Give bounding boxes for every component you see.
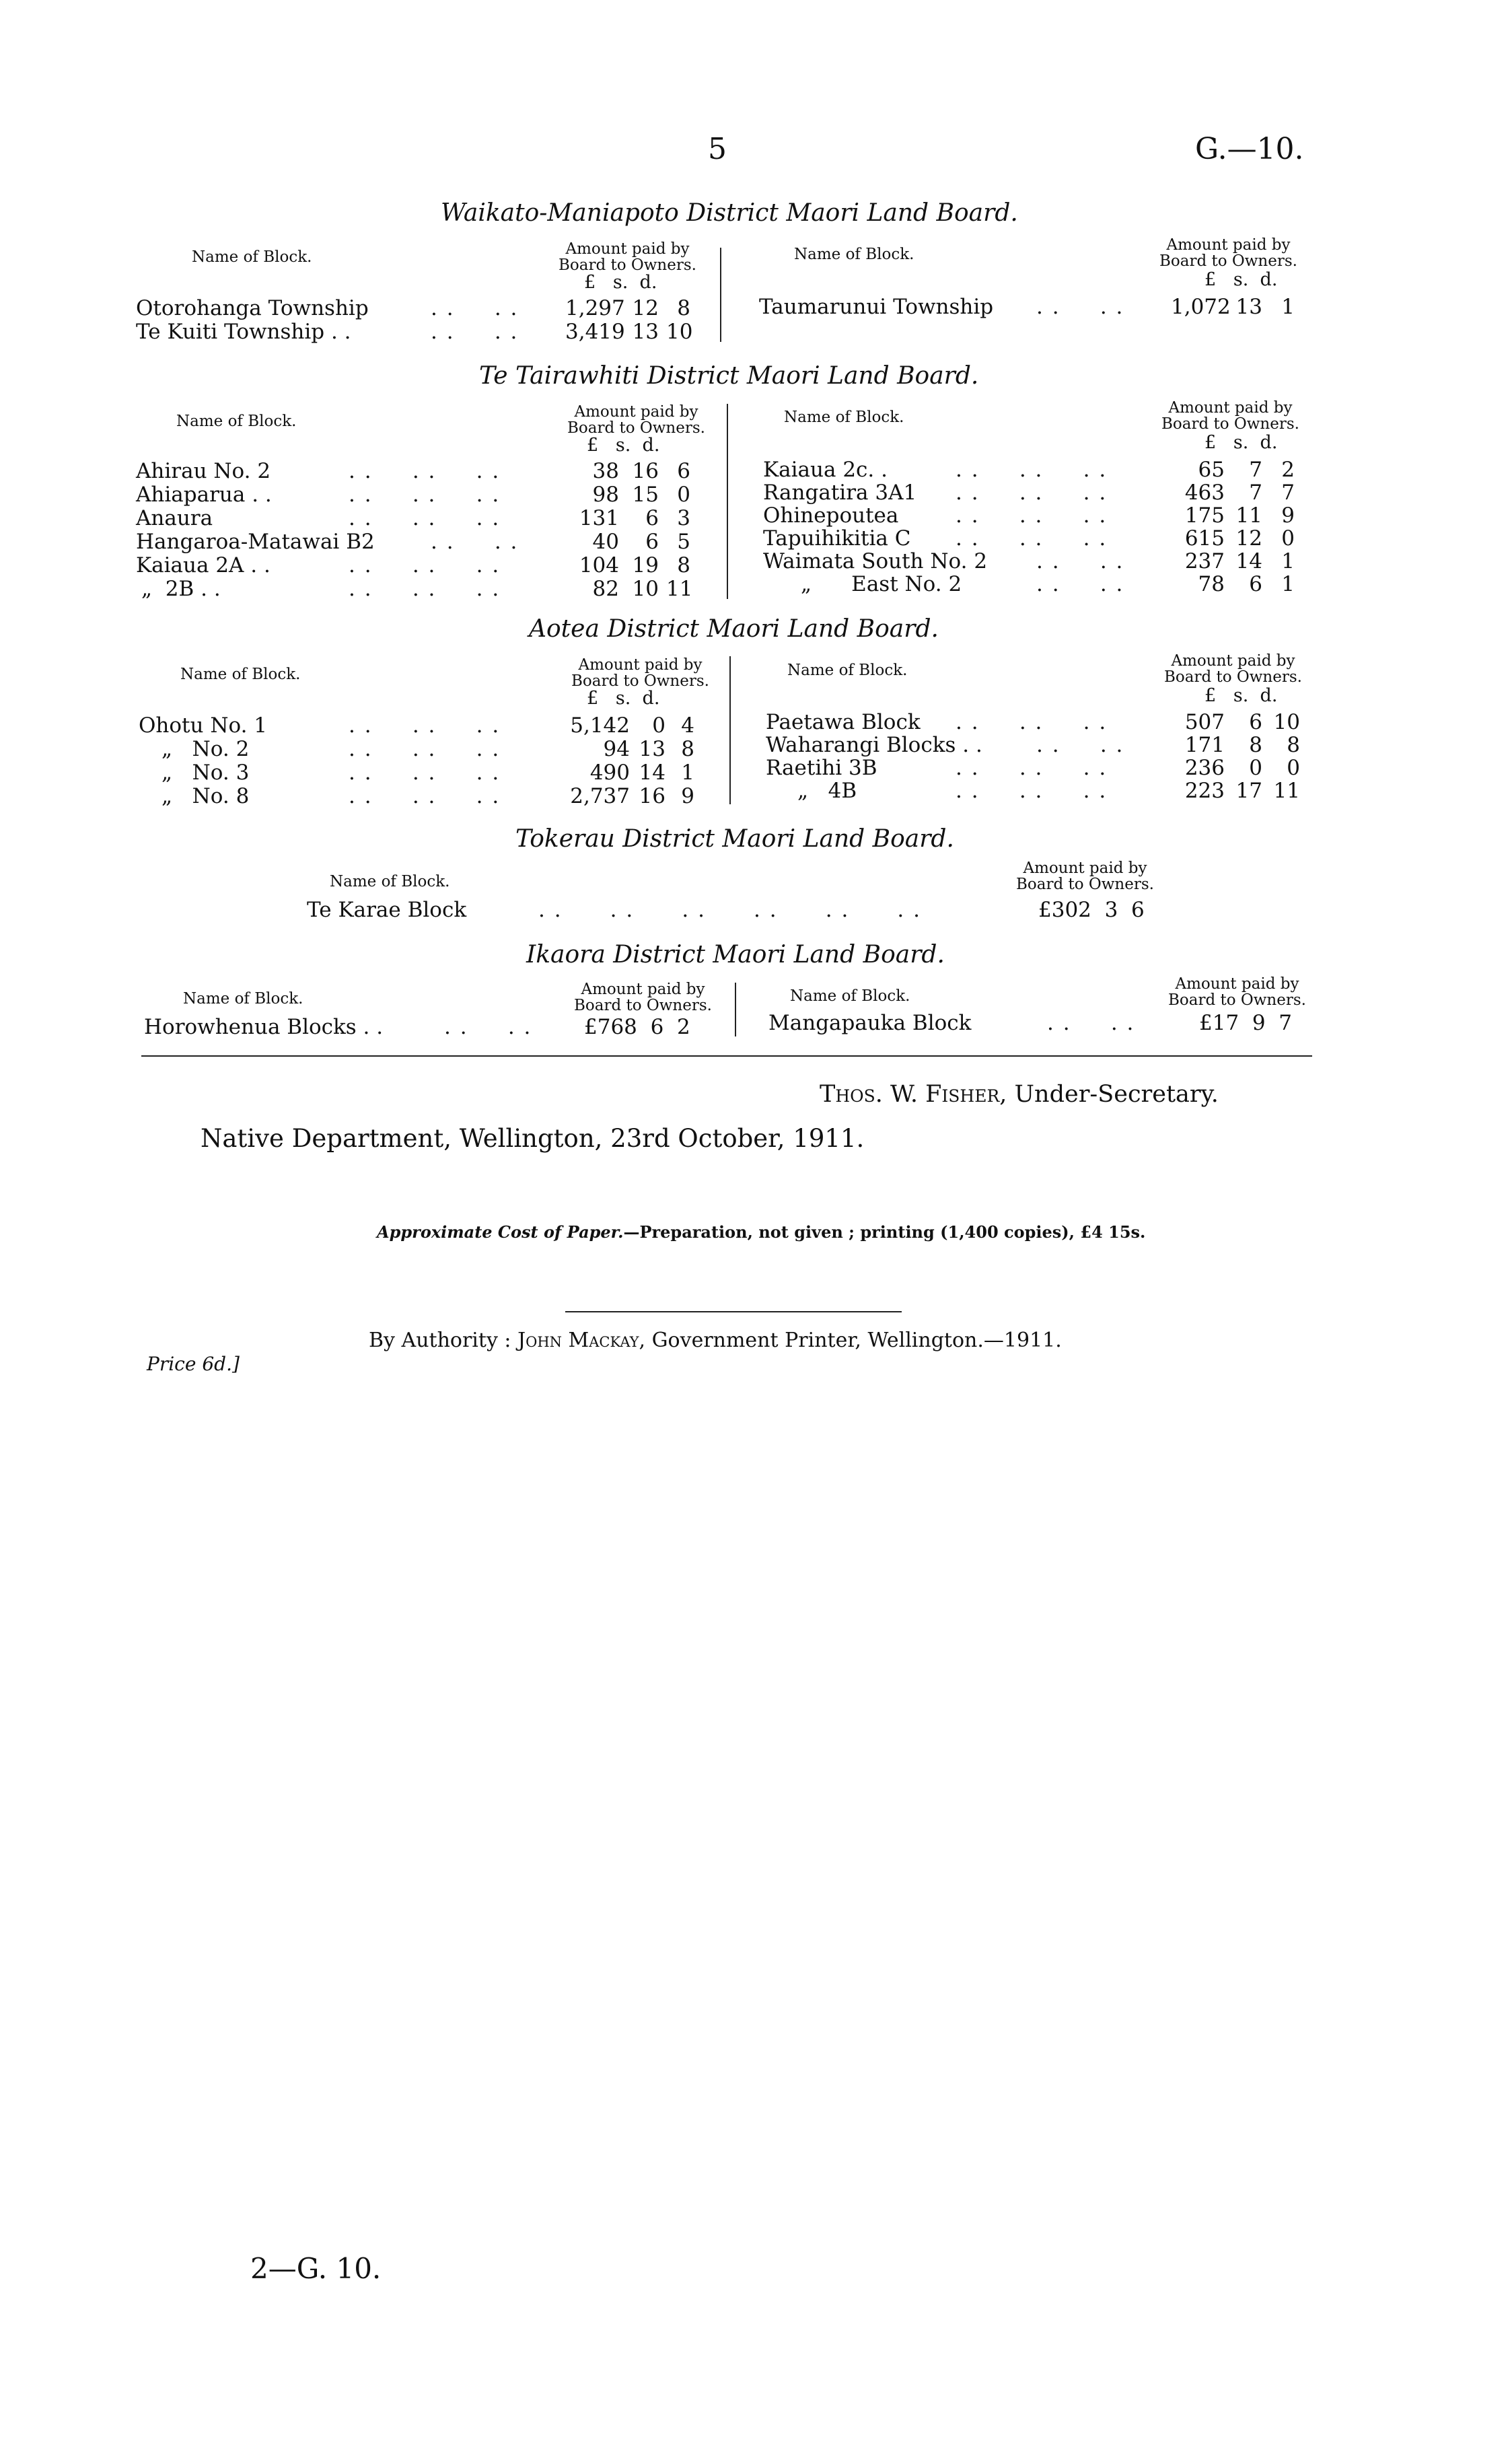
col-header-lsd: £ s. d. — [584, 272, 657, 293]
column-divider — [727, 404, 728, 599]
col-header-amount: Amount paid by Board to Owners. — [567, 403, 705, 437]
price: Price 6d.] — [147, 1353, 240, 1375]
col-header-amount-right: Amount paid by Board to Owners. — [1164, 652, 1302, 686]
place-date: Native Department, Wellington, 23rd October, 1911. — [201, 1124, 865, 1153]
col-header-name-right: Name of Block. — [787, 662, 908, 679]
col-header-name: Name of Block. — [176, 413, 297, 430]
board-title-tairawhiti: Te Tairawhiti District Maori Land Board. — [479, 362, 979, 390]
board-title-waikato: Waikato-Maniapoto District Maori Land Board. — [441, 199, 1018, 227]
col-header-amount: Amount paid by Board to Owners. — [571, 656, 709, 690]
imprint: By Authority : John Mackay, Government Printer, Wellington.—1911. — [369, 1329, 1062, 1352]
page-number: 5 — [708, 132, 727, 166]
col-header-lsd: £ s. d. — [587, 688, 660, 709]
col-header-lsd-right: £ s. d. — [1205, 269, 1278, 290]
col-header-name: Name of Block. — [330, 873, 450, 890]
col-header-amount: Amount paid by Board to Owners. — [574, 981, 712, 1014]
imprint-rule — [565, 1311, 902, 1312]
col-header-name: Name of Block. — [183, 990, 303, 1008]
col-header-name: Name of Block. — [192, 248, 312, 266]
col-header-lsd-right: £ s. d. — [1205, 685, 1278, 706]
col-header-amount-right: Amount paid by Board to Owners. — [1159, 236, 1297, 270]
signature-mark: 2—G. 10. — [250, 2252, 382, 2285]
paper-reference: G.—10. — [1195, 132, 1304, 166]
signature: Thos. W. Fisher, Under-Secretary. — [820, 1081, 1219, 1108]
col-header-name-right: Name of Block. — [790, 987, 910, 1005]
column-divider — [735, 983, 736, 1036]
column-divider — [729, 656, 731, 804]
col-header-amount: Amount paid by Board to Owners. — [1016, 859, 1154, 893]
column-divider — [720, 248, 721, 342]
board-title-ikaora: Ikaora District Maori Land Board. — [526, 941, 945, 969]
col-header-amount-right: Amount paid by Board to Owners. — [1168, 975, 1306, 1009]
table-end-rule — [141, 1055, 1312, 1057]
board-title-tokerau: Tokerau District Maori Land Board. — [515, 825, 954, 853]
col-header-lsd: £ s. d. — [587, 435, 660, 456]
board-title-aotea: Aotea District Maori Land Board. — [529, 615, 939, 643]
col-header-name-right: Name of Block. — [794, 246, 914, 263]
col-header-lsd-right: £ s. d. — [1205, 432, 1278, 453]
col-header-name-right: Name of Block. — [784, 409, 904, 426]
col-header-name: Name of Block. — [180, 666, 301, 683]
cost-note: Approximate Cost of Paper.—Preparation, not given ; printing (1,400 copies), £4 15s. — [377, 1222, 1146, 1242]
col-header-amount: Amount paid by Board to Owners. — [559, 240, 696, 274]
col-header-amount-right: Amount paid by Board to Owners. — [1161, 399, 1299, 433]
